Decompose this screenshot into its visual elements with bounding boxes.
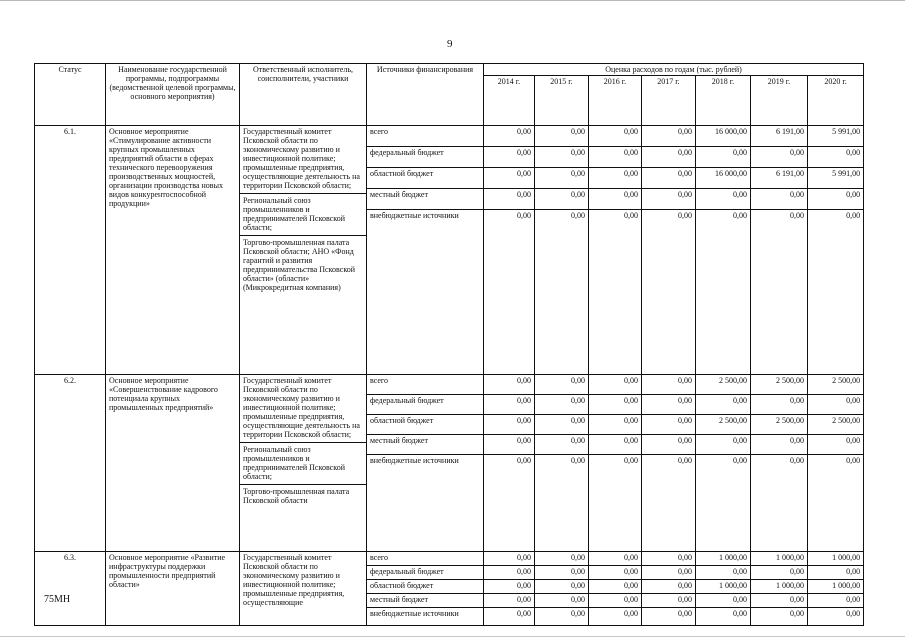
value-cell: 0,00 — [484, 455, 535, 552]
value-cell: 0,00 — [751, 147, 808, 168]
header-year: 2017 г. — [642, 76, 696, 126]
source-label: областной бюджет — [367, 580, 484, 594]
value-cell: 0,00 — [484, 608, 535, 626]
header-year: 2020 г. — [808, 76, 864, 126]
value-cell: 0,00 — [642, 455, 696, 552]
value-cell: 5 991,00 — [808, 126, 864, 147]
header-name: Наименование государственной программы, подпрограммы (ведомственной целевой программы, основного мероприятия) — [106, 64, 240, 126]
value-cell: 0,00 — [751, 566, 808, 580]
budget-table — [34, 63, 864, 626]
value-cell: 0,00 — [535, 375, 589, 395]
table-row — [35, 126, 864, 147]
value-cell: 0,00 — [589, 566, 642, 580]
value-cell: 0,00 — [642, 126, 696, 147]
value-cell: 0,00 — [484, 580, 535, 594]
value-cell: 0,00 — [751, 455, 808, 552]
value-cell: 0,00 — [535, 566, 589, 580]
value-cell: 0,00 — [696, 566, 751, 580]
value-cell: 0,00 — [642, 566, 696, 580]
source-label: внебюджетные источники — [367, 608, 484, 626]
footer-code: 75МН — [44, 594, 71, 605]
value-cell: 0,00 — [808, 608, 864, 626]
value-cell: 0,00 — [589, 608, 642, 626]
row-name: Основное мероприятие «Стимулирование активности крупных промышленных предприятий области в сферах технического перевооружения производственных мощностей, организации производства новых видов конкурентоспособной продукции» — [106, 126, 240, 375]
source-label: областной бюджет — [367, 168, 484, 189]
value-cell: 0,00 — [535, 552, 589, 566]
value-cell: 0,00 — [535, 126, 589, 147]
source-label: федеральный бюджет — [367, 395, 484, 415]
value-cell: 0,00 — [751, 608, 808, 626]
value-cell: 0,00 — [484, 566, 535, 580]
source-label: внебюджетные источники — [367, 210, 484, 375]
value-cell: 0,00 — [535, 594, 589, 608]
value-cell: 0,00 — [642, 189, 696, 210]
value-cell: 0,00 — [589, 375, 642, 395]
value-cell: 0,00 — [484, 375, 535, 395]
value-cell: 6 191,00 — [751, 126, 808, 147]
value-cell: 0,00 — [589, 594, 642, 608]
value-cell: 0,00 — [589, 552, 642, 566]
value-cell: 2 500,00 — [751, 375, 808, 395]
header-sources: Источники финансирования — [367, 64, 484, 126]
row-executors — [240, 375, 367, 552]
value-cell: 0,00 — [642, 608, 696, 626]
value-cell: 0,00 — [484, 147, 535, 168]
value-cell: 0,00 — [642, 375, 696, 395]
executor-entry: Региональный союз промышленников и предпринимателей Псковской области; — [240, 193, 366, 232]
value-cell: 0,00 — [808, 566, 864, 580]
value-cell: 0,00 — [484, 210, 535, 375]
value-cell: 0,00 — [808, 455, 864, 552]
row-name: Основное мероприятие «Развитие инфраструктуры поддержки промышленности предприятий области» — [106, 552, 240, 626]
value-cell: 0,00 — [484, 189, 535, 210]
value-cell: 0,00 — [751, 210, 808, 375]
value-cell: 0,00 — [642, 415, 696, 435]
value-cell: 0,00 — [589, 210, 642, 375]
value-cell: 0,00 — [642, 210, 696, 375]
table-row — [35, 552, 864, 566]
source-label: федеральный бюджет — [367, 147, 484, 168]
value-cell: 2 500,00 — [696, 375, 751, 395]
source-label: всего — [367, 126, 484, 147]
value-cell: 0,00 — [696, 147, 751, 168]
value-cell: 0,00 — [484, 168, 535, 189]
row-status: 6.2. — [35, 375, 106, 552]
value-cell: 0,00 — [751, 395, 808, 415]
value-cell: 0,00 — [642, 168, 696, 189]
value-cell: 0,00 — [751, 189, 808, 210]
value-cell: 1 000,00 — [751, 552, 808, 566]
source-label: всего — [367, 375, 484, 395]
value-cell: 2 500,00 — [808, 375, 864, 395]
value-cell: 0,00 — [589, 126, 642, 147]
value-cell: 0,00 — [535, 168, 589, 189]
executor-entry: Торгово-промышленная палата Псковской области; АНО «Фонд гарантий и развития предпринимательства Псковской области» (области» (Микрокредитная компания) — [240, 235, 366, 292]
value-cell: 0,00 — [808, 210, 864, 375]
value-cell: 5 991,00 — [808, 168, 864, 189]
value-cell: 0,00 — [589, 147, 642, 168]
value-cell: 0,00 — [696, 455, 751, 552]
executor-entry: Государственный комитет Псковской области по экономическому развитию и инвестиционной политике; промышленные предприятия, осуществляющие — [243, 553, 345, 607]
value-cell: 0,00 — [642, 395, 696, 415]
source-label: местный бюджет — [367, 435, 484, 455]
value-cell: 0,00 — [808, 147, 864, 168]
value-cell: 0,00 — [642, 580, 696, 594]
value-cell: 0,00 — [642, 435, 696, 455]
row-status: 6.1. — [35, 126, 106, 375]
value-cell: 1 000,00 — [751, 580, 808, 594]
row-executors — [240, 126, 367, 375]
value-cell: 0,00 — [484, 126, 535, 147]
value-cell: 0,00 — [696, 189, 751, 210]
value-cell: 0,00 — [696, 210, 751, 375]
value-cell: 0,00 — [535, 189, 589, 210]
value-cell: 0,00 — [535, 210, 589, 375]
value-cell: 1 000,00 — [696, 580, 751, 594]
source-label: местный бюджет — [367, 189, 484, 210]
value-cell: 0,00 — [535, 147, 589, 168]
value-cell: 2 500,00 — [808, 415, 864, 435]
value-cell: 0,00 — [589, 168, 642, 189]
value-cell: 0,00 — [589, 435, 642, 455]
value-cell: 0,00 — [535, 455, 589, 552]
scan-edge-bottom — [0, 636, 905, 637]
value-cell: 0,00 — [808, 189, 864, 210]
executor-entry: Государственный комитет Псковской области по экономическому развитию и инвестиционной политике; промышленные предприятия, осуществляющие деятельность на территории Псковской области; — [243, 376, 360, 439]
value-cell: 0,00 — [535, 395, 589, 415]
value-cell: 1 000,00 — [696, 552, 751, 566]
value-cell: 0,00 — [696, 594, 751, 608]
header-year: 2016 г. — [589, 76, 642, 126]
value-cell: 0,00 — [535, 435, 589, 455]
value-cell: 0,00 — [589, 580, 642, 594]
value-cell: 0,00 — [484, 594, 535, 608]
header-year: 2018 г. — [696, 76, 751, 126]
executor-entry: Торгово-промышленная палата Псковской области — [240, 484, 366, 505]
executor-entry: Государственный комитет Псковской области по экономическому развитию и инвестиционной политике; промышленные предприятия, осуществляющие деятельность на территории Псковской области; — [243, 127, 360, 190]
value-cell: 0,00 — [589, 415, 642, 435]
row-executors — [240, 552, 367, 626]
header-estimate: Оценка расходов по годам (тыс. рублей) — [484, 64, 864, 76]
scan-edge-top — [0, 0, 905, 1]
value-cell: 0,00 — [696, 435, 751, 455]
source-label: областной бюджет — [367, 415, 484, 435]
source-label: внебюджетные источники — [367, 455, 484, 552]
value-cell: 0,00 — [535, 415, 589, 435]
value-cell: 0,00 — [484, 435, 535, 455]
value-cell: 0,00 — [808, 395, 864, 415]
value-cell: 0,00 — [642, 594, 696, 608]
value-cell: 1 000,00 — [808, 580, 864, 594]
table-row — [35, 375, 864, 395]
value-cell: 0,00 — [589, 189, 642, 210]
row-status: 6.3. — [35, 552, 106, 626]
header-year: 2019 г. — [751, 76, 808, 126]
value-cell: 0,00 — [808, 594, 864, 608]
value-cell: 0,00 — [696, 608, 751, 626]
value-cell: 0,00 — [589, 455, 642, 552]
executor-entry: Региональный союз промышленников и предпринимателей Псковской области; — [240, 442, 366, 481]
value-cell: 0,00 — [696, 395, 751, 415]
value-cell: 0,00 — [808, 435, 864, 455]
value-cell: 1 000,00 — [808, 552, 864, 566]
value-cell: 0,00 — [535, 580, 589, 594]
value-cell: 0,00 — [751, 594, 808, 608]
value-cell: 0,00 — [589, 395, 642, 415]
header-year: 2014 г. — [484, 76, 535, 126]
value-cell: 2 500,00 — [751, 415, 808, 435]
source-label: всего — [367, 552, 484, 566]
value-cell: 0,00 — [642, 552, 696, 566]
source-label: местный бюджет — [367, 594, 484, 608]
source-label: федеральный бюджет — [367, 566, 484, 580]
value-cell: 0,00 — [535, 608, 589, 626]
header-status: Статус — [35, 64, 106, 126]
value-cell: 0,00 — [484, 415, 535, 435]
value-cell: 0,00 — [484, 552, 535, 566]
value-cell: 6 191,00 — [751, 168, 808, 189]
header-executor: Ответственный исполнитель, соисполнители, участники — [240, 64, 367, 126]
value-cell: 16 000,00 — [696, 168, 751, 189]
header-year: 2015 г. — [535, 76, 589, 126]
value-cell: 0,00 — [642, 147, 696, 168]
page-number: 9 — [447, 38, 453, 50]
row-name: Основное мероприятие «Совершенствование кадрового потенциала крупных промышленных предприятий» — [106, 375, 240, 552]
value-cell: 0,00 — [484, 395, 535, 415]
value-cell: 0,00 — [751, 435, 808, 455]
value-cell: 2 500,00 — [696, 415, 751, 435]
value-cell: 16 000,00 — [696, 126, 751, 147]
